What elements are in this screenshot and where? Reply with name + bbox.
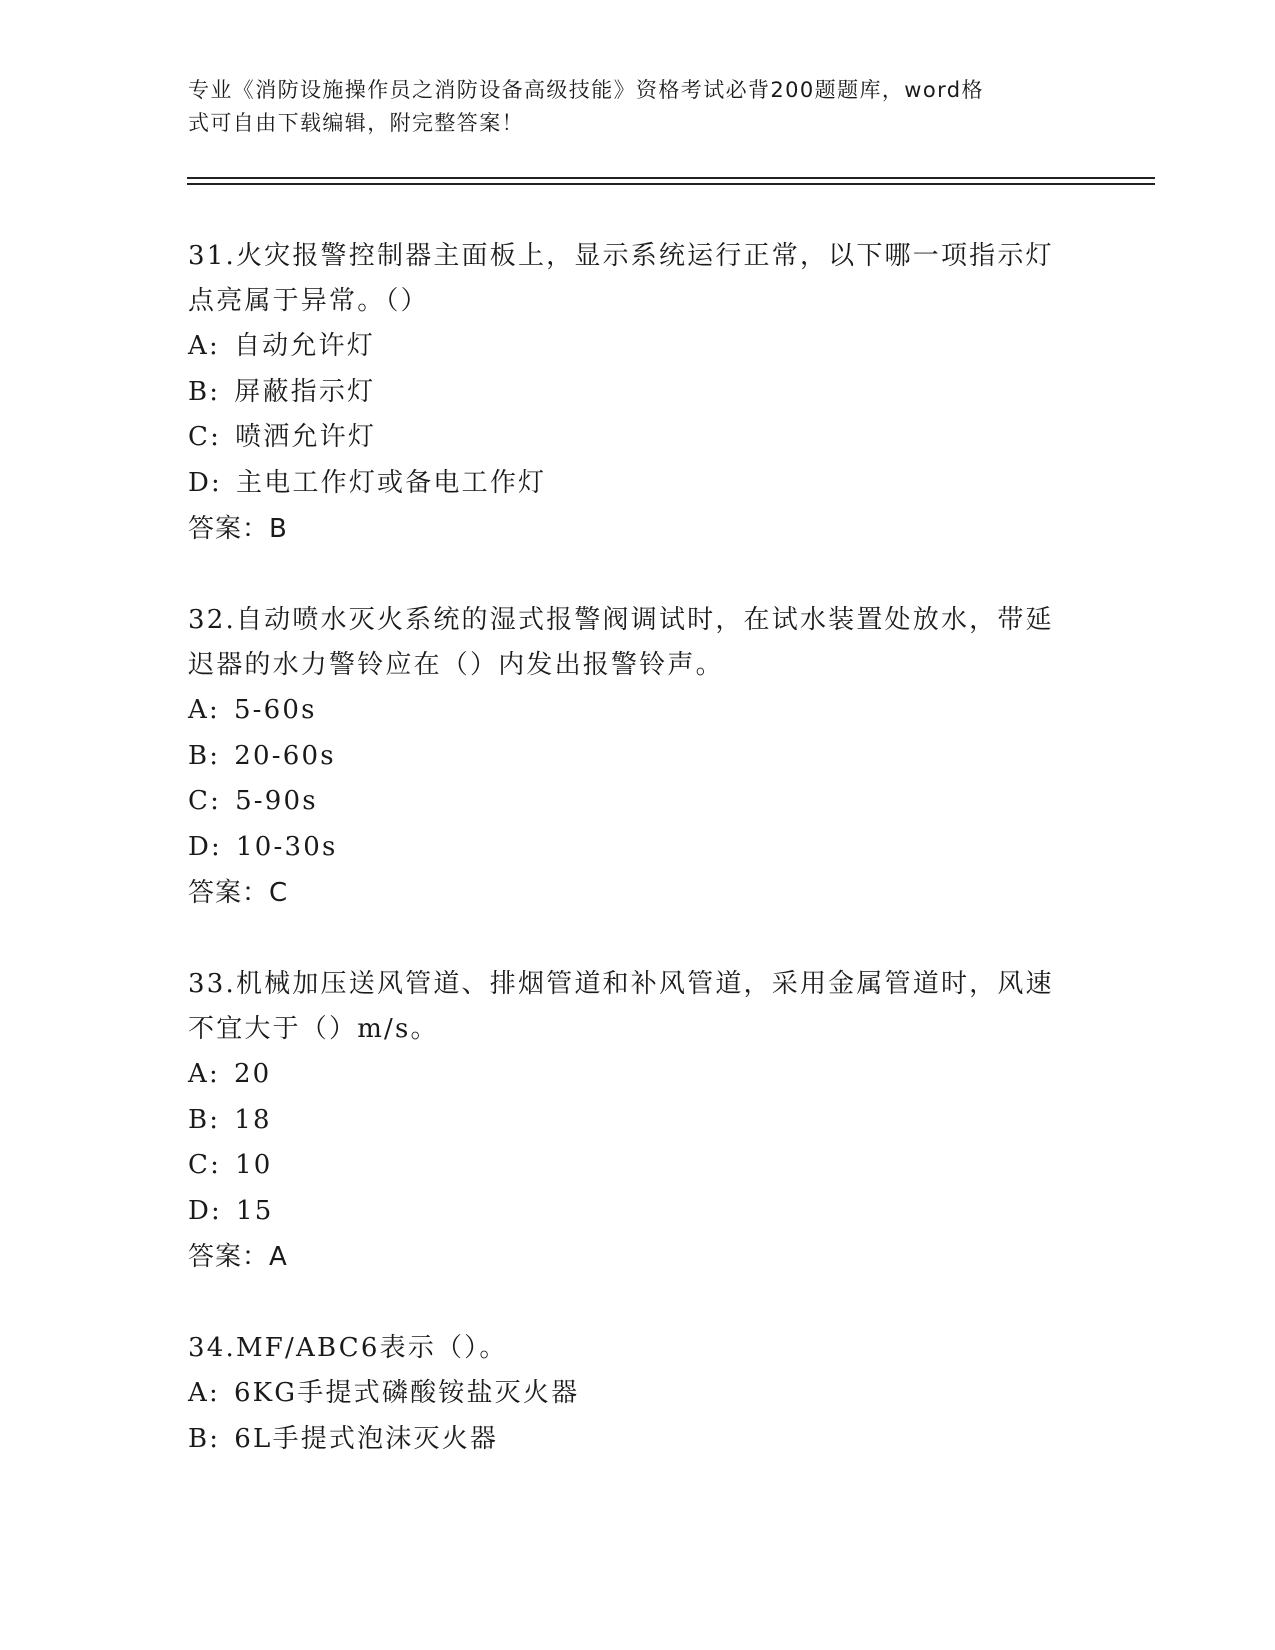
question-stem-line: 32.自动喷水灭火系统的湿式报警阀调试时，在试水装置处放水，带延 bbox=[188, 605, 1054, 635]
option-label: B: bbox=[188, 1104, 221, 1135]
option-text: 主电工作灯或备电工作灯 bbox=[236, 467, 547, 498]
question-stem-line: 点亮属于异常。（） bbox=[188, 286, 429, 316]
option-b bbox=[188, 1417, 1088, 1463]
option-b bbox=[188, 734, 1088, 780]
option-a bbox=[188, 1052, 1088, 1098]
option-text: 20-60s bbox=[234, 740, 336, 771]
option-b bbox=[188, 370, 1088, 416]
question-stem-line: 31.火灾报警控制器主面板上，显示系统运行正常，以下哪一项指示灯 bbox=[188, 241, 1054, 271]
option-text: 6L手提式泡沫灭火器 bbox=[234, 1423, 499, 1454]
option-label: A: bbox=[188, 695, 220, 725]
option-text: 15 bbox=[236, 1195, 274, 1226]
option-label: B: bbox=[188, 1423, 221, 1454]
option-label: D: bbox=[188, 831, 223, 862]
header-divider-top bbox=[187, 177, 1155, 179]
option-label: D: bbox=[188, 1195, 223, 1226]
option-d bbox=[188, 1189, 1088, 1235]
header-line-2: 式可自由下载编辑，附完整答案！ bbox=[188, 111, 524, 135]
question-34 bbox=[188, 1326, 1088, 1462]
option-d bbox=[188, 461, 1088, 507]
option-text: 10 bbox=[235, 1150, 273, 1180]
question-stem-line: 不宜大于（）m/s。 bbox=[188, 1014, 439, 1044]
option-label: A: bbox=[188, 1059, 220, 1089]
option-c bbox=[188, 415, 1088, 461]
option-text: 喷洒允许灯 bbox=[235, 422, 377, 452]
option-label: B: bbox=[188, 740, 221, 771]
option-text: 6KG手提式磷酸铵盐灭火器 bbox=[233, 1378, 580, 1408]
option-c bbox=[188, 1143, 1088, 1189]
option-a bbox=[188, 688, 1088, 734]
option-text: 10-30s bbox=[236, 831, 338, 862]
option-text: 20 bbox=[233, 1059, 272, 1089]
option-label: C: bbox=[188, 786, 222, 816]
option-text: 5-60s bbox=[233, 695, 317, 725]
question-32 bbox=[188, 598, 1088, 916]
option-text: 自动允许灯 bbox=[233, 331, 375, 361]
option-label: C: bbox=[188, 1150, 222, 1180]
option-text: 5-90s bbox=[235, 786, 318, 816]
header-line-1: 专业《消防设施操作员之消防设备高级技能》资格考试必背200题题库，word格 bbox=[188, 78, 984, 102]
option-label: B: bbox=[188, 376, 221, 407]
question-stem-line: 34.MF/ABC6表示（）。 bbox=[188, 1333, 508, 1363]
answer-line: 答案：B bbox=[188, 514, 288, 544]
option-label: D: bbox=[188, 467, 223, 498]
header-divider-bottom bbox=[187, 183, 1155, 185]
option-d bbox=[188, 825, 1088, 871]
option-b bbox=[188, 1098, 1088, 1144]
option-text: 18 bbox=[234, 1104, 272, 1135]
option-text: 屏蔽指示灯 bbox=[234, 376, 376, 407]
question-33 bbox=[188, 962, 1088, 1280]
option-label: A: bbox=[188, 331, 220, 361]
document-header bbox=[188, 74, 1068, 140]
question-31 bbox=[188, 234, 1088, 552]
option-c bbox=[188, 779, 1088, 825]
question-stem-line: 迟器的水力警铃应在（）内发出报警铃声。 bbox=[188, 650, 724, 680]
option-a bbox=[188, 1371, 1088, 1417]
answer-line: 答案：A bbox=[188, 1242, 288, 1272]
option-a bbox=[188, 324, 1088, 370]
option-label: C: bbox=[188, 422, 222, 452]
answer-line: 答案：C bbox=[188, 878, 289, 908]
option-label: A: bbox=[188, 1378, 220, 1408]
question-stem-line: 33.机械加压送风管道、排烟管道和补风管道，采用金属管道时，风速 bbox=[188, 969, 1054, 999]
